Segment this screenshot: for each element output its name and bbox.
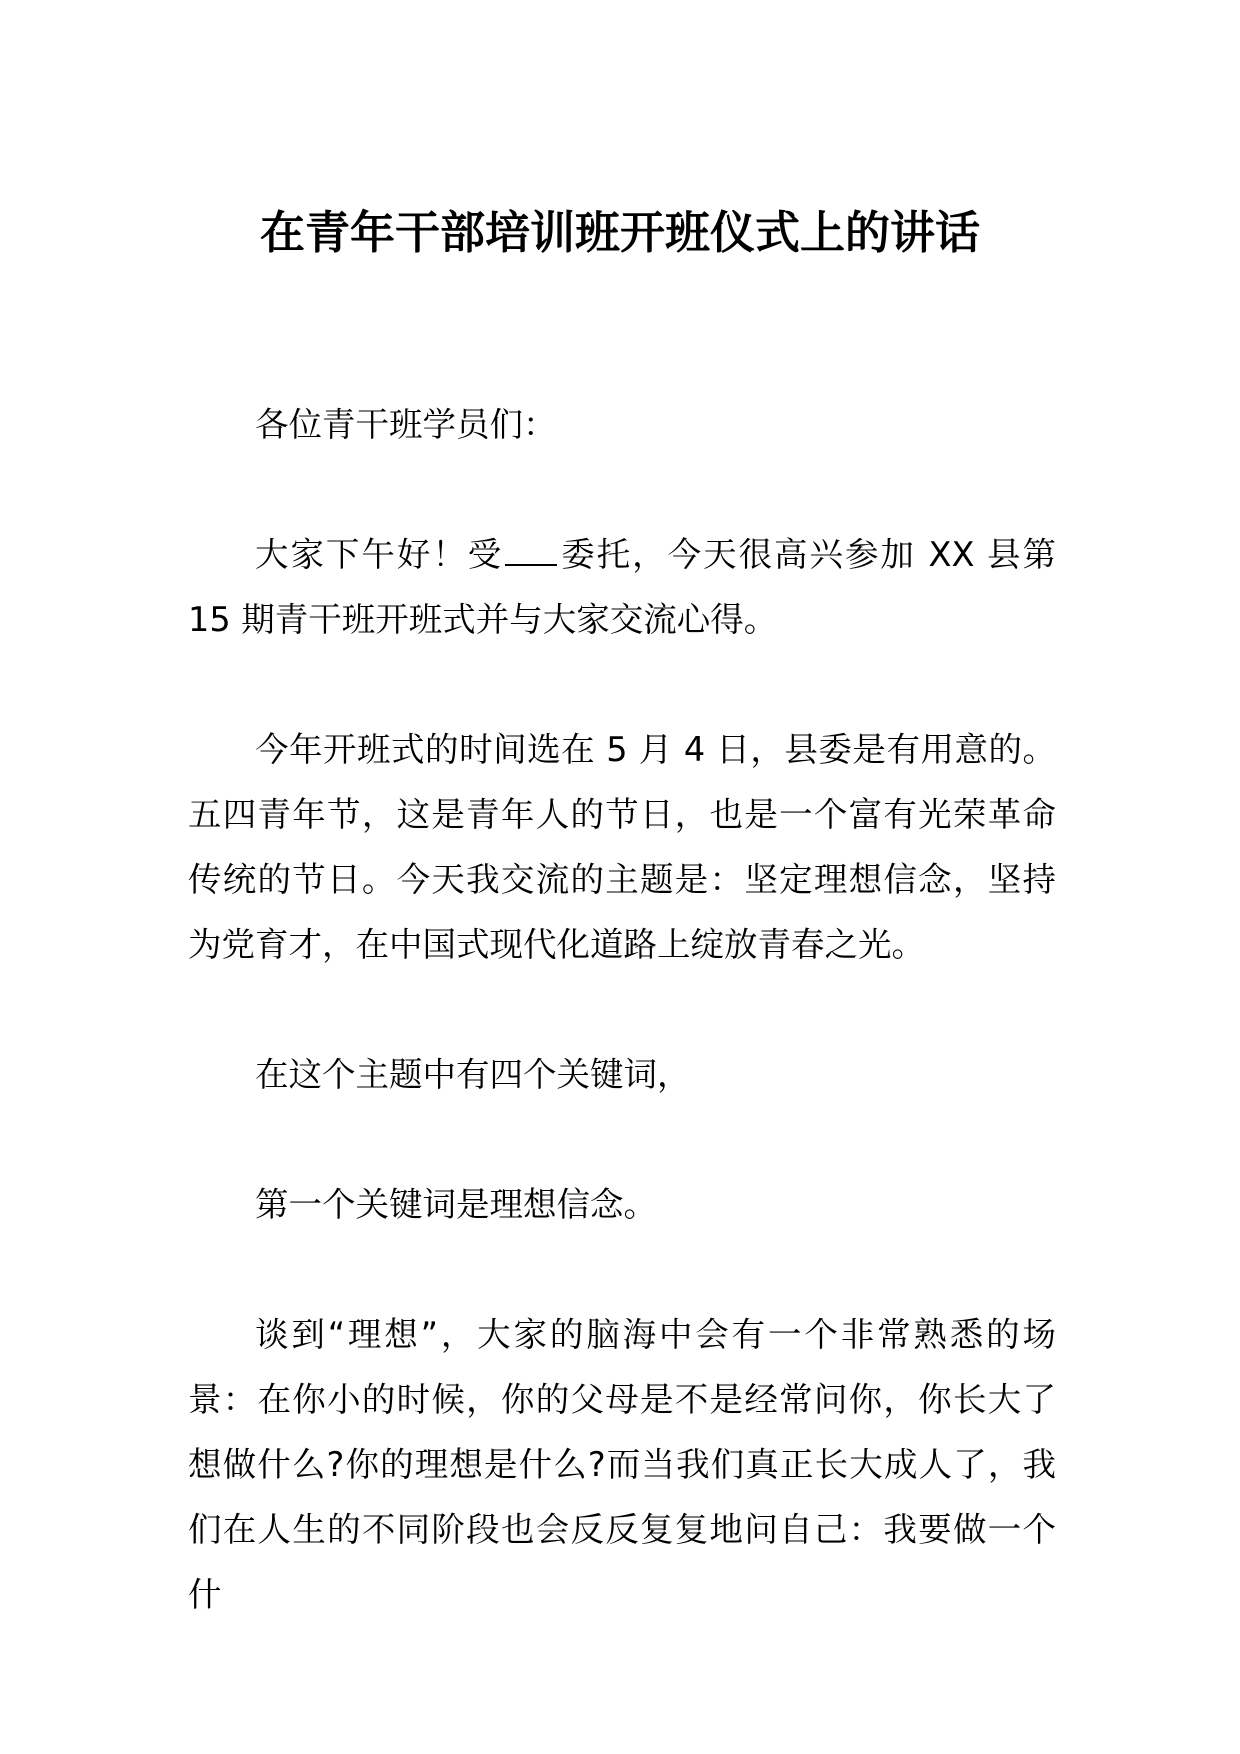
paragraph-ideals: 谈到“理想”，大家的脑海中会有一个非常熟悉的场景：在你小的时候，你的父母是不是经常问你，你长大了想做什么?你的理想是什么?而当我们真正长大成人了，我们在人生的不同阶段也会反反复复地问自己：我要做一个什 xyxy=(188,1315,1056,1614)
document-title: 在青年干部培训班开班仪式上的讲话 xyxy=(259,206,980,259)
greeting-paragraph: 各位青干班学员们： xyxy=(255,405,557,444)
document-body xyxy=(188,392,1056,1627)
paragraph-opening xyxy=(188,522,1056,652)
fill-in-blank xyxy=(505,538,557,566)
paragraph-youth-day: 今年开班式的时间选在 5 月 4 日，县委是有用意的。五四青年节，这是青年人的节日，也是一个富有光荣革命传统的节日。今天我交流的主题是：坚定理想信念，坚持为党育才，在中国式现代化道路上绽放青春之光。 xyxy=(188,730,1056,964)
paragraph-opening-part-b: 委托，今天很高兴参加 XX 县第 15 期青干班开班式并与大家交流心得。 xyxy=(188,535,1056,639)
paragraph-first-keyword: 第一个关键词是理想信念。 xyxy=(255,1185,657,1224)
paragraph-opening-part-a: 大家下午好！受 xyxy=(255,535,504,574)
paragraph-keywords-intro: 在这个主题中有四个关键词， xyxy=(255,1055,691,1094)
